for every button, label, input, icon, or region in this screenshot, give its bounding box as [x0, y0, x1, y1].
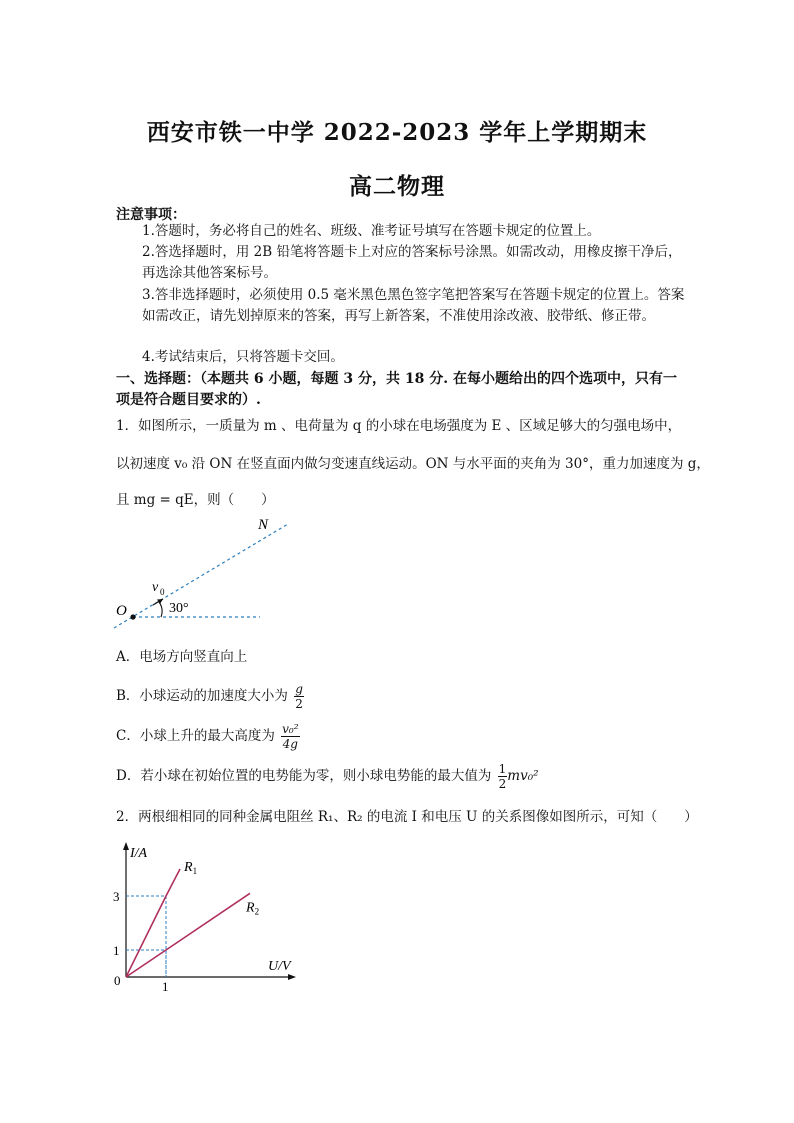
option-B-denominator: 2 — [295, 697, 303, 711]
option-D-text: D．若小球在初始位置的电势能为零，则小球电势能的最大值为 — [116, 768, 492, 784]
q1-option-A — [116, 645, 247, 665]
option-C-numerator: v₀² — [282, 722, 299, 736]
question-2-text: 2．两根细相同的同种金属电阻丝 R₁、R₂ 的电流 I 和电压 U 的关系图像如图所示，可知（ ） — [116, 809, 698, 825]
q1-option-C — [116, 722, 300, 751]
option-D-numerator: 1 — [498, 762, 507, 776]
origin-label: 0 — [114, 973, 121, 988]
series-line-R1 — [126, 869, 180, 977]
notice-item-1: 1.答题时，务必将自己的姓名、班级、准考证号填写在答题卡规定的位置上。 — [142, 223, 601, 239]
option-C-fraction — [281, 722, 299, 751]
label-angle: 30° — [169, 601, 189, 616]
question-1-line-3: 且 mg = qE，则（ ） — [116, 492, 275, 508]
notice-item-2: 2.答选择题时，用 2B 铅笔将答题卡上对应的答案标号涂黑。如需改动，用橡皮擦干净后，再选涂其他答案标号。 — [142, 244, 682, 281]
option-B-text: B．小球运动的加速度大小为 — [116, 688, 288, 704]
x-axis-arrow — [288, 974, 296, 980]
question-1-line-2: 以初速度 v₀ 沿 ON 在竖直面内做匀变速直线运动。ON 与水平面的夹角为 30°，重力加速度为 g， — [116, 456, 710, 472]
x-tick-1: 1 — [162, 979, 169, 994]
q1-option-D — [116, 762, 539, 791]
y-tick-3: 3 — [113, 889, 120, 904]
notice-item-3: 3.答非选择题时，必须使用 0.5 毫米黑色黑色签字笔把答案写在答题卡规定的位置上。答案如需改正，请先划掉原来的答案，再写上新答案，不准使用涂改液、胶带纸、修正带。 — [142, 287, 685, 324]
series-line-R2 — [126, 893, 250, 977]
label-O: O — [116, 603, 127, 619]
label-N: N — [258, 517, 269, 533]
notice-heading: 注意事项： — [116, 207, 186, 223]
angle-arc — [159, 602, 162, 617]
option-D-fraction — [498, 762, 508, 791]
exam-subtitle: 高二物理 — [349, 173, 445, 200]
iu-chart — [108, 840, 308, 995]
y-tick-1: 1 — [113, 943, 120, 958]
option-D-suffix: mv₀² — [507, 768, 539, 784]
option-B-numerator: g — [295, 682, 303, 696]
question-1-line-1: 1．如图所示，一质量为 m 、电荷量为 q 的小球在电场强度为 E 、区域足够大的匀强电场中， — [116, 418, 682, 434]
point-O — [130, 614, 135, 619]
question-1-figure — [108, 512, 298, 632]
label-v-sub: 0 — [160, 587, 165, 597]
option-A-text: A．电场方向竖直向上 — [116, 649, 248, 665]
option-C-text: C．小球上升的最大高度为 — [116, 728, 275, 744]
notice-item-4: 4.考试结束后，只将答题卡交回。 — [142, 349, 344, 365]
series-label-R1: $R_1$ — [184, 860, 198, 876]
x-axis-label: U/V — [268, 959, 291, 974]
y-axis-label: I/A — [130, 846, 148, 861]
section-1-heading: 一、选择题：（本题共 6 小题，每题 3 分，共 18 分. 在每小题给出的四个选项中，只有一项是符合题目要求的）. — [116, 371, 677, 408]
y-axis-arrow — [123, 842, 129, 850]
q1-option-B — [116, 682, 304, 711]
line-ON — [114, 524, 288, 628]
option-B-fraction — [294, 682, 304, 711]
option-C-denominator: 4g — [282, 737, 298, 751]
exam-title: 西安市铁一中学 2022-2023 学年上学期期末 — [146, 119, 648, 146]
option-D-denominator: 2 — [498, 777, 507, 791]
series-label-R2: $R_2$ — [246, 900, 260, 917]
label-v: v — [152, 580, 159, 595]
